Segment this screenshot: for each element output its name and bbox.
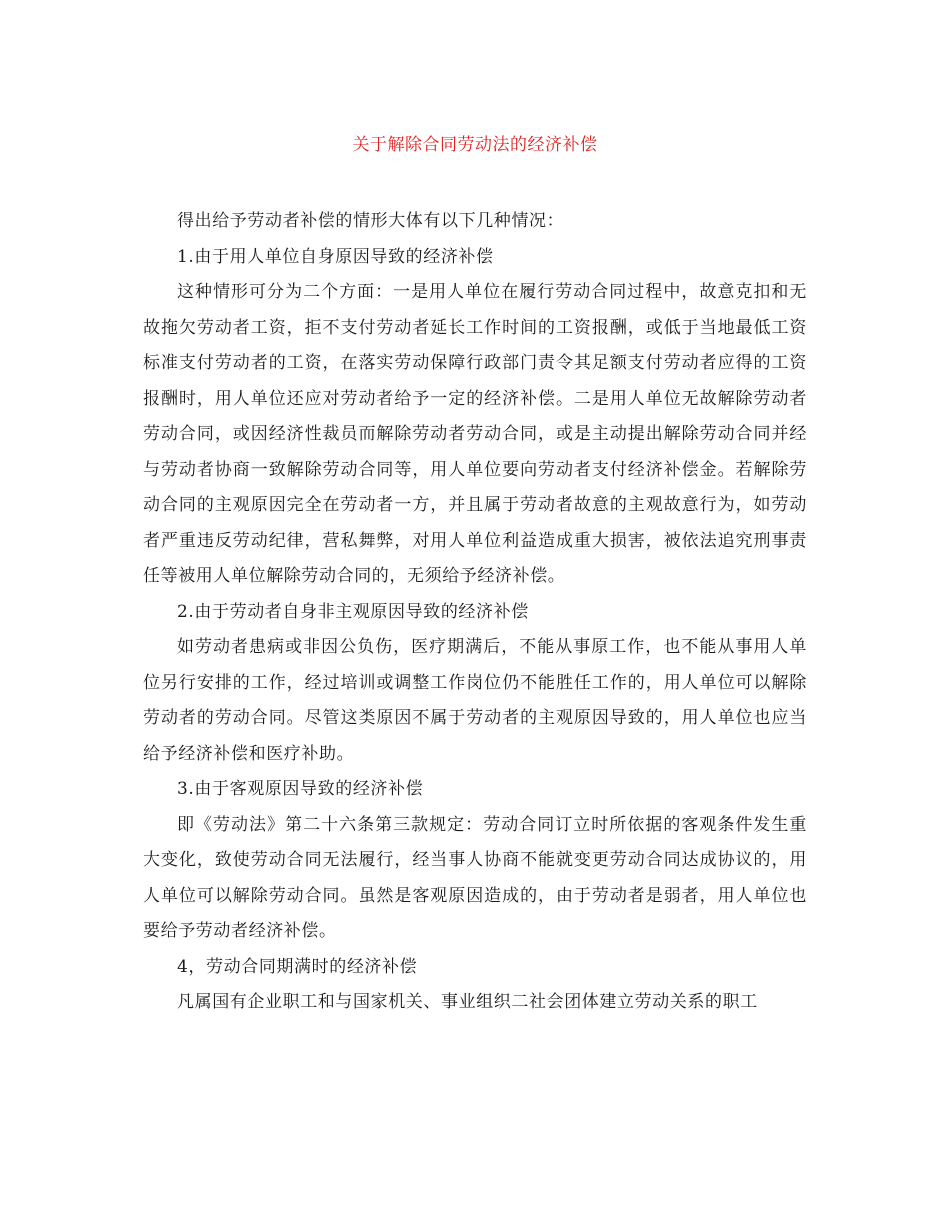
section-paragraph-3: 即《劳动法》第二十六条第三款规定：劳动合同订立时所依据的客观条件发生重大变化，致使劳动合同无法履行，经当事人协商不能就变更劳动合同达成协议的，用人单位可以解除劳动合同。虽然是客观原因造成的，由于劳动者是弱者，用人单位也要给予劳动者经济补偿。 xyxy=(143,814,807,941)
section-paragraph-1: 这种情形可分为二个方面：一是用人单位在履行劳动合同过程中，故意克扣和无故拖欠劳动者工资，拒不支付劳动者延长工作时间的工资报酬，或低于当地最低工资标准支付劳动者的工资，在落实劳动保障行政部门责令其足额支付劳动者应得的工资报酬时，用人单位还应对劳动者给予一定的经济补偿。二是用人单位无故解除劳动者劳动合同，或因经济性裁员而解除劳动者劳动合同，或是主动提出解除劳动合同并经与劳动者协商一致解除劳动合同等，用人单位要向劳动者支付经济补偿金。若解除劳动合同的主观原因完全在劳动者一方，并且属于劳动者故意的主观故意行为，如劳动者严重违反劳动纪律，营私舞弊，对用人单位利益造成重大损害，被依法追究刑事责任等被用人单位解除劳动合同的，无须给予经济补偿。 xyxy=(143,282,807,586)
section-heading-1: 1.由于用人单位自身原因导致的经济补偿 xyxy=(177,246,494,267)
section-heading-4: 4，劳动合同期满时的经济补偿 xyxy=(177,956,418,977)
section-paragraph-4: 凡属国有企业职工和与国家机关、事业组织二社会团体建立劳动关系的职工 xyxy=(177,992,758,1012)
section-heading-3: 3.由于客观原因导致的经济补偿 xyxy=(177,779,424,799)
intro-paragraph: 得出给予劳动者补偿的情形大体有以下几种情况： xyxy=(177,211,565,231)
document-body xyxy=(143,204,807,1021)
section-paragraph-2: 如劳动者患病或非因公负伤，医疗期满后，不能从事原工作，也不能从事用人单位另行安排的工作，经过培训或调整工作岗位仍不能胜任工作的，用人单位可以解除劳动者的劳动合同。尽管这类原因不属于劳动者的主观原因导致的，用人单位也应当给予经济补偿和医疗补助。 xyxy=(143,637,807,764)
document-title: 关于解除合同劳动法的经济补偿 xyxy=(352,135,598,155)
section-heading-2: 2.由于劳动者自身非主观原因导致的经济补偿 xyxy=(177,601,529,622)
